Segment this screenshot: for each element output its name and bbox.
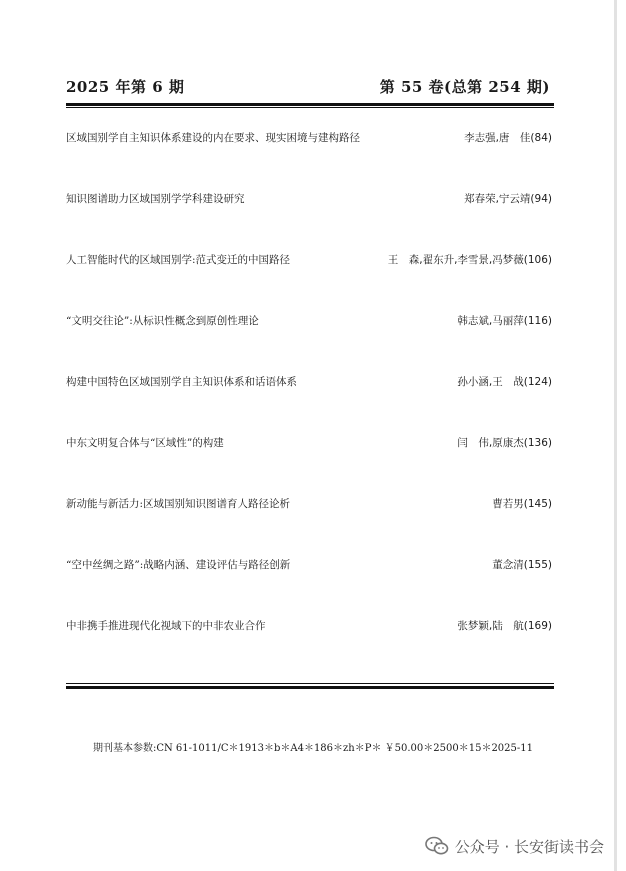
article-authors-page: 曹若男(145) [492, 498, 552, 510]
article-title: “空中丝绸之路”:战略内涵、建设评估与路径创新 [66, 559, 291, 571]
article-authors-page: 孙小涵,王 战(124) [457, 376, 552, 388]
article-title: 人工智能时代的区域国别学:范式变迁的中国路径 [66, 254, 291, 266]
article-authors-page: 张梦颖,陆 航(169) [457, 620, 552, 632]
toc-entry [66, 242, 554, 303]
article-title: “文明交往论”:从标识性概念到原创性理论 [66, 315, 259, 327]
article-authors-page: 郑春荣,宁云靖(94) [464, 193, 552, 205]
footer-rule-thin [66, 683, 554, 684]
toc-entry [66, 120, 554, 181]
footer-rule-thick [66, 686, 554, 689]
wechat-icon [425, 836, 449, 856]
article-title: 区域国别学自主知识体系建设的内在要求、现实困境与建构路径 [66, 132, 360, 144]
toc-entry [66, 608, 554, 669]
article-authors-page: 韩志斌,马丽萍(116) [457, 315, 552, 327]
article-title: 知识图谱助力区域国别学学科建设研究 [66, 193, 245, 205]
header-rule-thin [66, 107, 554, 108]
article-title: 中非携手推进现代化视域下的中非农业合作 [66, 620, 266, 632]
toc-entry [66, 547, 554, 608]
article-title: 构建中国特色区域国别学自主知识体系和话语体系 [66, 376, 297, 388]
journal-header [66, 74, 554, 102]
toc-entry [66, 486, 554, 547]
article-authors-page: 闫 伟,原康杰(136) [457, 437, 552, 449]
volume-number: 第 55 卷(总第 254 期) [379, 78, 550, 96]
table-of-contents [66, 120, 554, 669]
article-authors-page: 王 森,翟东升,李雪景,冯梦薇(106) [387, 254, 552, 266]
toc-entry [66, 181, 554, 242]
toc-entry [66, 425, 554, 486]
header-rule-thick [66, 103, 554, 106]
article-title: 新动能与新活力:区域国别知识图谱育人路径论析 [66, 498, 291, 510]
journal-parameters: 期刊基本参数:CN 61-1011/C＊1913＊b＊A4＊186＊zh＊P＊ ￥50.00＊2500＊15＊2025-11 [92, 743, 533, 754]
watermark-text: 公众号 · 长安街读书会 [454, 837, 604, 856]
article-title: 中东文明复合体与“区域性”的构建 [66, 437, 224, 449]
wechat-watermark [425, 834, 604, 858]
issue-number: 2025 年第 6 期 [66, 78, 185, 96]
article-authors-page: 李志强,唐 佳(84) [464, 132, 552, 144]
article-authors-page: 董念清(155) [492, 559, 552, 571]
toc-entry [66, 303, 554, 364]
toc-entry [66, 364, 554, 425]
